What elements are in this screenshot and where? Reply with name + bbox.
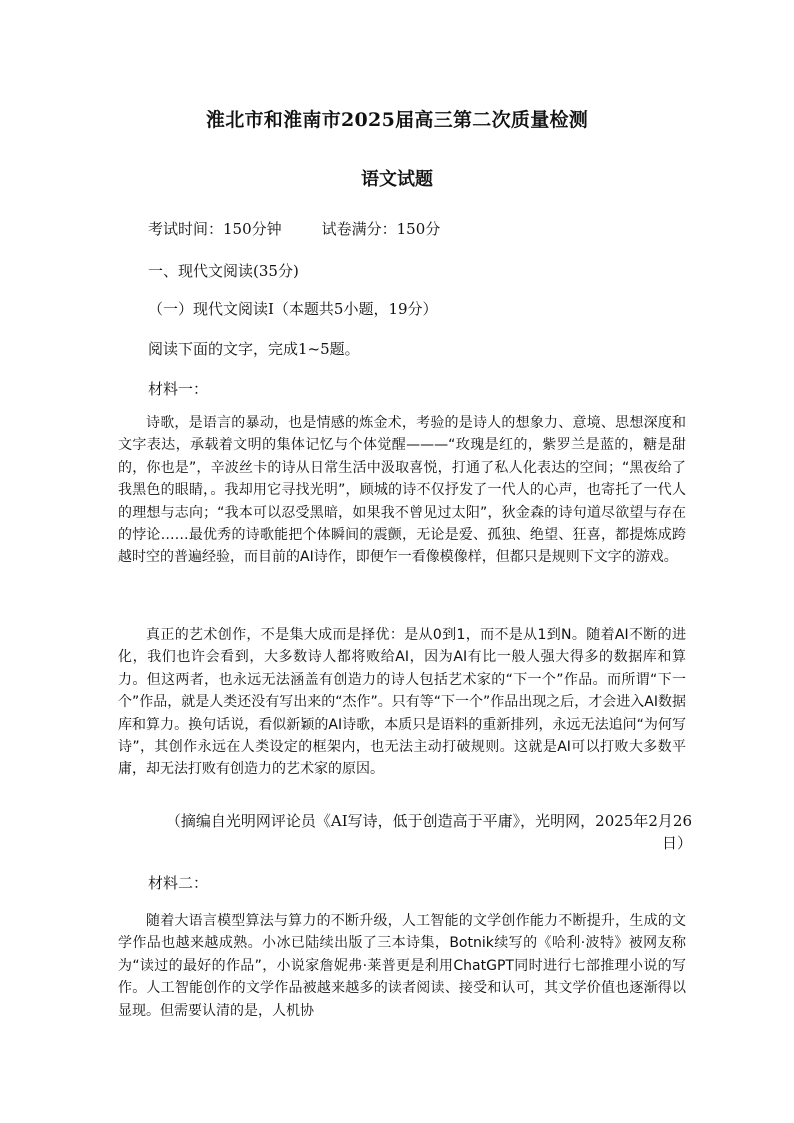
material-2-paragraph: 随着大语言模型算法与算力的不断升级，人工智能的文学创作能力不断提升，生成的文学作品也越来越成熟。小冰已陆续出版了三本诗集，Botnik续写的《哈利·波特》被网友称为“读过的最好的作品”，小说家詹妮弗·莱普更是利用ChatGPT同时进行七部推理小说的写作。人工智能创作的文学作品被越来越多的读者阅读、接受和认可，其文学价值也逐渐得以显现。但需要认清的是，人机协	[118, 913, 686, 1019]
exam-title: 淮北市和淮南市2025届高三第二次质量检测	[205, 109, 589, 131]
material-1-paragraph: 真正的艺术创作，不是集大成而是择优：是从0到1，而不是从1到N。随着AI不断的进化，我们也许会看到，大多数诗人都将败给AI，因为AI有比一般人强大得多的数据库和算力。但这两者，也永远无法涵盖有创造力的诗人包括艺术家的“下一个”作品。而所谓“下一个”作品，就是人类还没有写出来的“杰作”。只有等“下一个”作品出现之后，才会进入AI数据库和算力。换句话说，看似新颖的AI诗歌，本质只是语料的重新排列，永远无法追问“为何写诗”，其创作永远在人类设定的框架内，也无法主动打破规则。这就是AI可以打败大多数平庸，却无法打败有创造力的艺术家的原因。	[118, 627, 686, 778]
exam-score: 试卷满分：150分	[321, 220, 441, 238]
exam-time: 考试时间：150分钟	[148, 220, 282, 238]
material-1-source: （摘编自光明网评论员《AI写诗，低于创造高于平庸》，光明网，2025年2月26日）	[165, 812, 692, 852]
material-2-label: 材料二：	[148, 874, 209, 892]
material-1-label: 材料一：	[148, 380, 209, 398]
exam-info	[148, 218, 440, 239]
material-1-paragraph: 诗歌，是语言的暴动，也是情感的炼金术，考验的是诗人的想象力、意境、思想深度和文字表达，承载着文明的集体记忆与个体觉醒———“玫瑰是红的，紫罗兰是蓝的，糖是甜的，你也是”，辛波丝卡的诗从日常生活中汲取喜悦，打通了私人化表达的空间；“黑夜给了我黑色的眼睛，。我却用它寻找光明”，顾城的诗不仅抒发了一代人的心声，也寄托了一代人的理想与志向；“我本可以忍受黑暗，如果我不曾见过太阳”，狄金森的诗句道尽欲望与存在的悖论……最优秀的诗歌能把个体瞬间的震颤，无论是爱、孤独、绝望、狂喜，都提炼成跨越时空的普遍经验，而目前的AI诗作，即便乍一看像模像样，但都只是规则下文字的游戏。	[118, 415, 686, 566]
section-heading: 一、现代文阅读(35分)	[148, 262, 299, 280]
exam-subtitle: 语文试题	[361, 169, 433, 190]
reading-instruction: 阅读下面的文字，完成1~5题。	[148, 340, 360, 358]
subsection-heading: （一）现代文阅读Ⅰ（本题共5小题，19分）	[148, 300, 438, 318]
